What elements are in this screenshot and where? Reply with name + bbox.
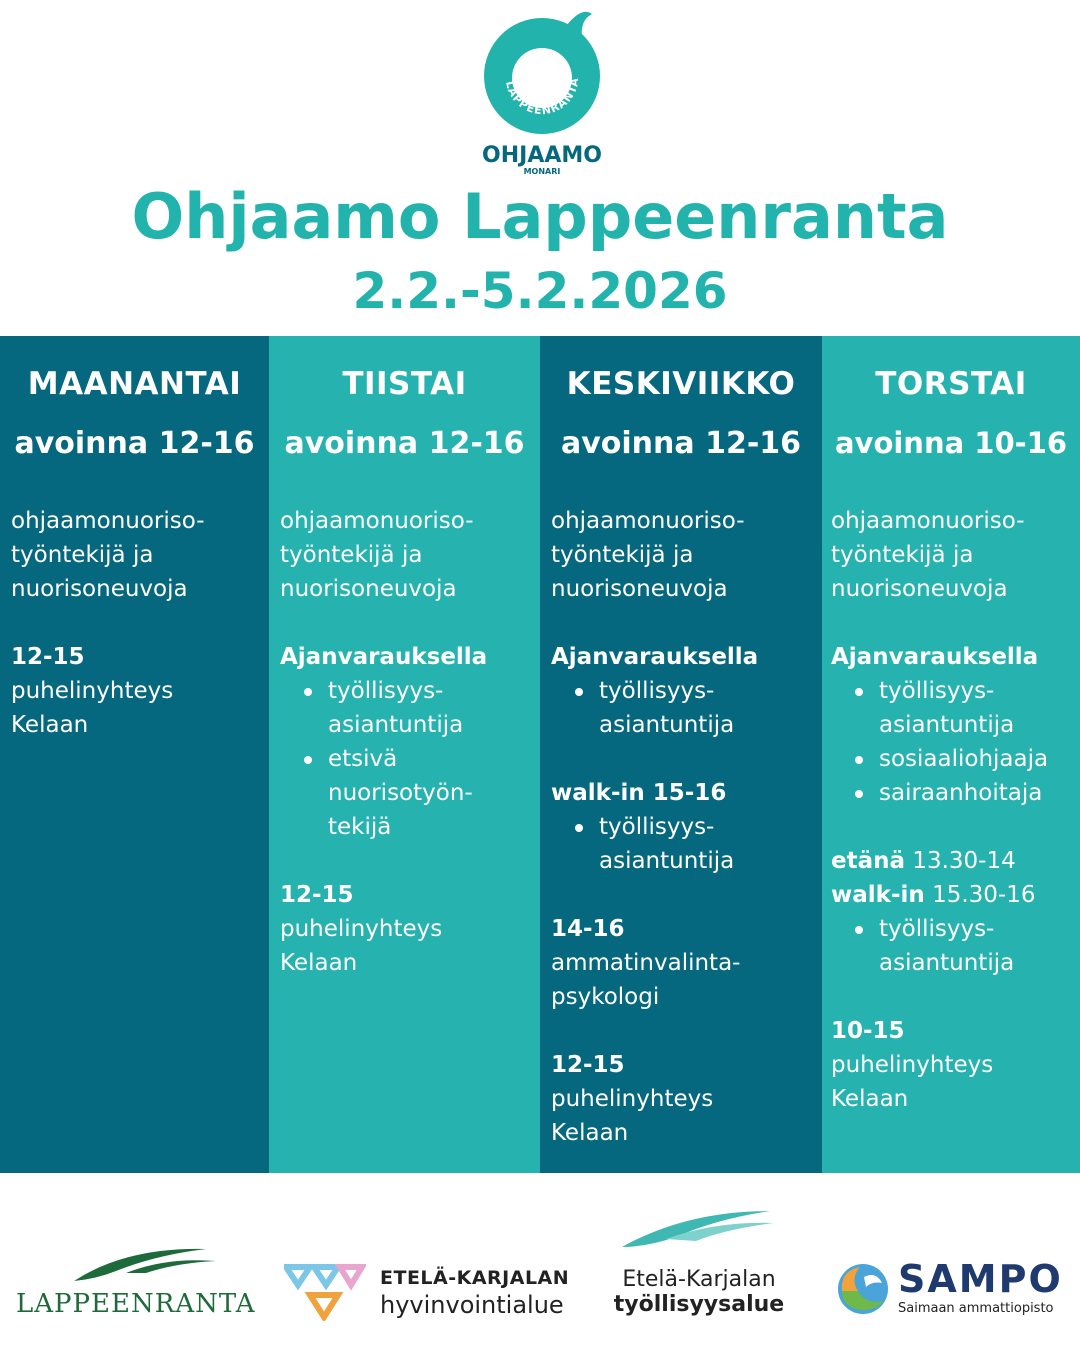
list-item: työllisyys- asiantuntija [599, 674, 816, 742]
wave-icon [16, 1239, 266, 1285]
day-heading: TIISTAI [342, 366, 467, 402]
phone-info: 12-15 puhelinyhteys Kelaan [11, 644, 174, 738]
ek-tya-line2: työllisyysalue [613, 1292, 785, 1317]
column-body [551, 504, 816, 1184]
walkin-label: walk-in 15-16 [551, 780, 727, 806]
partner-logos [0, 1173, 1080, 1350]
psychologist-info: 14-16 ammatinvalinta- psykologi [551, 916, 741, 1010]
appointment-label: Ajanvarauksella [551, 644, 759, 670]
sampo-logo [836, 1257, 1066, 1325]
walkin-list [551, 810, 816, 878]
phone-time: 12-15 [280, 882, 354, 908]
appointment-list [831, 674, 1074, 810]
remote-info [831, 844, 1074, 878]
phone-info: 10-15 puhelinyhteys Kelaan [831, 1018, 994, 1112]
opening-hours: avoinna 10-16 [834, 426, 1068, 460]
remote-label: etänä [831, 848, 906, 874]
date-range: 2.2.-5.2.2026 [352, 262, 728, 320]
logo-name: OHJAAMO [482, 143, 602, 168]
column-body [831, 504, 1074, 1150]
header [0, 0, 1080, 336]
column-thursday [822, 336, 1080, 1173]
list-item: työllisyys- asiantuntija [599, 810, 816, 878]
ek-hva-line2: hyvinvointialue [380, 1291, 564, 1319]
appointment-label: Ajanvarauksella [280, 644, 488, 670]
wave-icon [606, 1207, 792, 1251]
day-heading: TORSTAI [875, 366, 1027, 402]
psych-time: 14-16 [551, 916, 625, 942]
list-item: työllisyys- asiantuntija [879, 674, 1074, 742]
opening-hours: avoinna 12-16 [284, 426, 525, 461]
appointment-list [280, 674, 534, 844]
walkin-list [831, 912, 1074, 980]
walkin-time: 15.30-16 [932, 882, 1036, 908]
lappeenranta-text: LAPPEENRANTA [16, 1289, 256, 1319]
diamond-icon [284, 1261, 366, 1321]
column-body [280, 504, 534, 1014]
list-item: etsivä nuorisotyön- tekijä [328, 742, 534, 844]
column-wednesday [540, 336, 822, 1173]
column-body [11, 504, 263, 776]
staff-text: ohjaamonuoriso- työntekijä ja nuorisoneuvoja [831, 508, 1025, 602]
phone-time: 12-15 [551, 1052, 625, 1078]
ek-hva-line1: ETELÄ-KARJALAN [380, 1267, 570, 1289]
logo-sub: MONARI [523, 167, 561, 176]
sampo-icon [836, 1261, 890, 1317]
page-title: Ohjaamo Lappeenranta [131, 180, 949, 253]
ek-tya-line1: Etelä-Karjalan [622, 1267, 776, 1292]
appointment-label: Ajanvarauksella [831, 644, 1039, 670]
staff-text: ohjaamonuoriso- työntekijä ja nuorisoneuvoja [280, 508, 474, 602]
opening-hours: avoinna 12-16 [14, 426, 255, 461]
sampo-subtext: Saimaan ammattiopisto [898, 1301, 1054, 1316]
opening-hours: avoinna 12-16 [560, 426, 802, 461]
phone-info: 12-15 puhelinyhteys Kelaan [551, 1052, 714, 1146]
day-heading: MAANANTAI [27, 366, 242, 402]
ek-hyvinvointialue-logo [284, 1261, 574, 1321]
walkin-info [831, 878, 1074, 912]
phone-info: 12-15 puhelinyhteys Kelaan [280, 882, 443, 976]
list-item: työllisyys- asiantuntija [328, 674, 534, 742]
remote-time: 13.30-14 [912, 848, 1016, 874]
logo-ring-text: LAPPEENRANTA [503, 76, 582, 118]
day-heading: KESKIVIIKKO [566, 366, 796, 402]
lappeenranta-logo [16, 1239, 266, 1319]
column-tuesday [269, 336, 540, 1173]
sampo-text: SAMPO [898, 1257, 1063, 1301]
staff-text: ohjaamonuoriso- työntekijä ja nuorisoneuvoja [11, 508, 205, 602]
appointment-list [551, 674, 816, 742]
list-item: sairaanhoitaja [879, 776, 1074, 810]
ohjaamo-logo [470, 6, 610, 176]
ek-tyollisyysalue-logo [606, 1207, 792, 1327]
walkin-label: walk-in [831, 882, 925, 908]
list-item: työllisyys- asiantuntija [879, 912, 1074, 980]
staff-text: ohjaamonuoriso- työntekijä ja nuorisoneuvoja [551, 508, 745, 602]
schedule-columns [0, 336, 1080, 1173]
phone-time: 12-15 [11, 644, 85, 670]
list-item: sosiaaliohjaaja [879, 742, 1074, 776]
column-monday [0, 336, 269, 1173]
phone-time: 10-15 [831, 1018, 905, 1044]
